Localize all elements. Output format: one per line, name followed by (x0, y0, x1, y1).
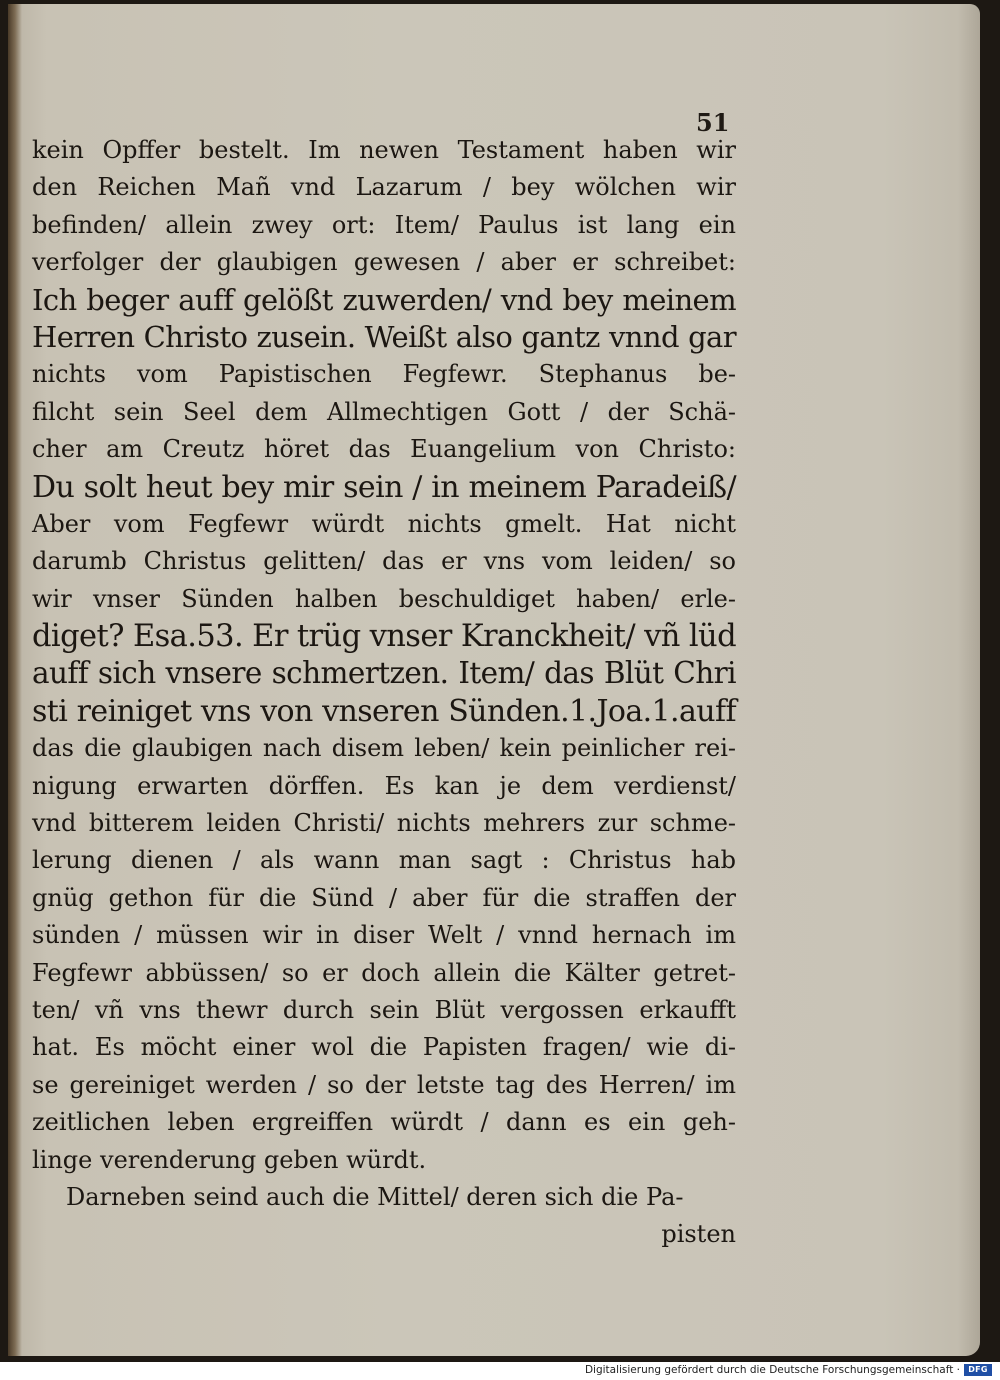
text-line: Ich beger auff gelößt zuwerden/ vnd bey meinem (32, 282, 736, 317)
text-line: Darneben seind auch die Mittel/ deren sich die Pa- (66, 1182, 684, 1211)
text-line: befinden/ allein zwey ort: Item/ Paulus ist lang ein (32, 210, 736, 239)
text-line: se gereiniget werden / so der letste tag des Herren/ im (32, 1070, 736, 1099)
page-gutter (8, 4, 22, 1356)
text-line: zeitlichen leben ergreiffen würdt / dann es ein geh- (32, 1108, 736, 1137)
text-line: Fegfewr abbüssen/ so er doch allein die Kälter getret- (32, 958, 736, 987)
digitization-credit: Digitalisierung gefördert durch die Deutsche Forschungsgemeinschaft · (584, 1364, 960, 1376)
text-line: das die glaubigen nach disem leben/ kein peinlicher rei- (32, 734, 736, 763)
text-line: Herren Christo zusein. Weißt also gantz vnnd gar (32, 319, 736, 354)
text-line: filcht sein Seel dem Allmechtigen Gott / der Schä- (32, 397, 736, 426)
page-edge (958, 4, 980, 1356)
text-line: ten/ vñ vns thewr durch sein Blüt vergossen erkaufft (32, 995, 736, 1024)
text-line: cher am Creutz höret das Euangelium von Christo: (32, 435, 736, 464)
text-line: Du solt heut bey mir sein / in meinem Paradeiß/ (32, 469, 736, 505)
text-line: diget? Esa.53. Er trüg vnser Kranckheit/ vñ lüd (32, 619, 736, 655)
text-line: lerung dienen / als wann man sagt : Christus hab (32, 846, 736, 875)
text-line: den Reichen Mañ vnd Lazarum / bey wölchen wir (32, 173, 736, 202)
text-line: gnüg gethon für die Sünd / aber für die straffen der (32, 883, 736, 912)
page-text (32, 132, 736, 1254)
page-number: 51 (696, 108, 730, 137)
text-line: nigung erwarten dörffen. Es kan je dem verdienst/ (32, 771, 736, 800)
text-line: Aber vom Fegfewr würdt nichts gmelt. Hat nicht (32, 509, 736, 538)
text-line: sti reiniget vns von vnseren Sünden.1.Joa.1.auff (32, 693, 736, 729)
text-line: darumb Christus gelitten/ das er vns vom leiden/ so (32, 547, 736, 576)
text-line: kein Opffer bestelt. Im newen Testament haben wir (32, 136, 736, 164)
text-line: vnd bitterem leiden Christi/ nichts mehrers zur schme- (32, 809, 736, 838)
text-line: linge verenderung geben würdt. (32, 1145, 427, 1174)
text-line: sünden / müssen wir in diser Welt / vnnd hernach im (32, 921, 736, 950)
text-line: nichts vom Papistischen Fegfewr. Stephanus be- (32, 360, 736, 389)
text-line: hat. Es möcht einer wol die Papisten fragen/ wie di- (32, 1033, 736, 1062)
catchword: pisten (661, 1220, 736, 1249)
text-line: verfolger der glaubigen gewesen / aber er schreibet: (32, 248, 736, 277)
text-line: auff sich vnsere schmertzen. Item/ das Blüt Chri (32, 656, 736, 691)
text-line: wir vnser Sünden halben beschuldiget haben/ erle- (32, 584, 736, 613)
dfg-logo: DFG (964, 1364, 992, 1376)
